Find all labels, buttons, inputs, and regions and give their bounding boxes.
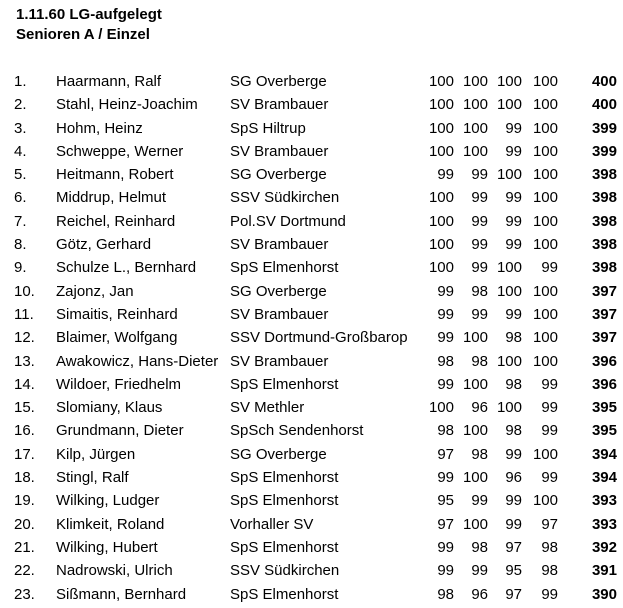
shooter-name: Haarmann, Ralf <box>56 73 162 90</box>
club-name: SpS Elmenhorst <box>230 259 339 277</box>
shooter-name: Nadrowski, Ulrich <box>56 562 173 580</box>
series-score-4: 100 <box>532 142 558 160</box>
series-score-4: 99 <box>541 375 558 393</box>
total-score: 392 <box>591 538 617 556</box>
shooter-name: Heitmann, Robert <box>56 166 174 184</box>
result-row <box>0 117 623 140</box>
series-score-2: 99 <box>471 236 488 254</box>
result-row <box>0 489 623 512</box>
total-score: 398 <box>591 166 617 184</box>
series-score-1: 100 <box>428 236 454 254</box>
series-score-2: 100 <box>462 96 488 114</box>
rank: 15. <box>14 399 35 417</box>
series-score-2: 96 <box>471 399 488 417</box>
series-score-3: 97 <box>505 585 522 603</box>
club-name: SV Brambauer <box>230 352 329 370</box>
series-score-1: 100 <box>428 212 454 230</box>
total-score: 398 <box>591 212 617 230</box>
result-row <box>0 303 623 326</box>
shooter-name: Stingl, Ralf <box>56 469 129 487</box>
series-score-1: 97 <box>437 445 454 463</box>
result-row <box>0 443 623 466</box>
rank: 11. <box>14 305 34 323</box>
shooter-name: Awakowicz, Hans-Dieter <box>56 352 219 370</box>
series-score-3: 99 <box>505 305 522 323</box>
total-score: 396 <box>591 375 617 393</box>
series-score-1: 100 <box>428 189 454 207</box>
club-name: SSV Südkirchen <box>230 189 340 207</box>
result-row <box>0 70 623 93</box>
result-row <box>0 256 623 279</box>
total-score: 394 <box>591 445 617 463</box>
club-name: SG Overberge <box>230 445 327 463</box>
series-score-3: 100 <box>496 73 522 90</box>
series-score-4: 100 <box>532 73 558 90</box>
shooter-name: Blaimer, Wolfgang <box>56 329 178 347</box>
result-row <box>0 233 623 256</box>
rank: 22. <box>14 562 35 580</box>
rank: 5. <box>14 166 27 184</box>
series-score-4: 100 <box>532 282 558 300</box>
club-name: SpS Elmenhorst <box>230 492 339 510</box>
series-score-3: 100 <box>496 282 522 300</box>
shooter-name: Zajonz, Jan <box>56 282 134 300</box>
rank: 12. <box>14 329 35 347</box>
series-score-2: 100 <box>462 73 488 90</box>
series-score-3: 99 <box>505 189 522 207</box>
club-name: SG Overberge <box>230 166 327 184</box>
rank: 10. <box>14 282 35 300</box>
series-score-4: 100 <box>532 492 558 510</box>
series-score-3: 100 <box>496 259 522 277</box>
series-score-2: 98 <box>471 282 488 300</box>
series-score-1: 95 <box>437 492 454 510</box>
series-score-4: 100 <box>532 236 558 254</box>
series-score-2: 100 <box>462 142 488 160</box>
series-score-1: 99 <box>437 282 454 300</box>
series-score-3: 99 <box>505 212 522 230</box>
shooter-name: Kilp, Jürgen <box>56 445 136 463</box>
series-score-1: 98 <box>437 352 454 370</box>
total-score: 395 <box>591 399 617 417</box>
shooter-name: Simaitis, Reinhard <box>56 305 178 323</box>
shooter-name: Middrup, Helmut <box>56 189 167 207</box>
club-name: Vorhaller SV <box>230 515 314 533</box>
total-score: 398 <box>591 189 617 207</box>
series-score-2: 98 <box>471 538 488 556</box>
total-score: 393 <box>591 492 617 510</box>
series-score-2: 99 <box>471 189 488 207</box>
series-score-1: 99 <box>437 469 454 487</box>
shooter-name: Hohm, Heinz <box>56 119 143 137</box>
total-score: 395 <box>591 422 617 440</box>
total-score: 400 <box>591 96 617 114</box>
series-score-1: 100 <box>428 73 454 90</box>
series-score-3: 99 <box>505 492 522 510</box>
club-name: SpS Elmenhorst <box>230 375 339 393</box>
series-score-4: 99 <box>541 585 558 603</box>
results-list <box>0 70 623 606</box>
result-row <box>0 163 623 186</box>
rank: 1. <box>14 73 27 90</box>
shooter-name: Wilking, Ludger <box>56 492 160 510</box>
total-score: 398 <box>591 236 617 254</box>
result-row <box>0 93 623 116</box>
club-name: Pol.SV Dortmund <box>230 212 346 230</box>
series-score-1: 99 <box>437 375 454 393</box>
series-score-2: 100 <box>462 375 488 393</box>
result-row <box>0 140 623 163</box>
series-score-3: 96 <box>505 469 522 487</box>
result-row <box>0 559 623 582</box>
series-score-1: 99 <box>437 166 454 184</box>
series-score-4: 100 <box>532 445 558 463</box>
rank: 16. <box>14 422 35 440</box>
total-score: 400 <box>591 73 617 90</box>
series-score-4: 100 <box>532 305 558 323</box>
series-score-4: 100 <box>532 329 558 347</box>
rank: 23. <box>14 585 35 603</box>
series-score-3: 100 <box>496 352 522 370</box>
series-score-3: 98 <box>505 422 522 440</box>
series-score-4: 100 <box>532 189 558 207</box>
series-score-2: 100 <box>462 515 488 533</box>
shooter-name: Sißmann, Bernhard <box>56 585 187 603</box>
series-score-4: 98 <box>541 562 558 580</box>
club-name: SpS Elmenhorst <box>230 538 339 556</box>
series-score-2: 98 <box>471 352 488 370</box>
shooter-name: Schweppe, Werner <box>56 142 184 160</box>
result-row <box>0 536 623 559</box>
total-score: 398 <box>591 259 617 277</box>
club-name: SV Methler <box>230 399 305 417</box>
result-row <box>0 513 623 536</box>
series-score-4: 100 <box>532 96 558 114</box>
total-score: 396 <box>591 352 617 370</box>
series-score-3: 100 <box>496 399 522 417</box>
series-score-3: 99 <box>505 515 522 533</box>
series-score-3: 98 <box>505 375 522 393</box>
series-score-3: 99 <box>505 119 522 137</box>
club-name: SV Brambauer <box>230 96 329 114</box>
series-score-1: 100 <box>428 259 454 277</box>
rank: 14. <box>14 375 35 393</box>
series-score-4: 99 <box>541 259 558 277</box>
club-name: SpS Elmenhorst <box>230 469 339 487</box>
rank: 21. <box>14 538 35 556</box>
series-score-2: 99 <box>471 166 488 184</box>
series-score-2: 99 <box>471 492 488 510</box>
shooter-name: Wilking, Hubert <box>56 538 158 556</box>
shooter-name: Slomiany, Klaus <box>56 399 163 417</box>
total-score: 397 <box>591 282 617 300</box>
series-score-4: 100 <box>532 166 558 184</box>
event-title: 1.11.60 LG-aufgelegt <box>16 6 162 23</box>
series-score-1: 100 <box>428 142 454 160</box>
result-row <box>0 466 623 489</box>
shooter-name: Reichel, Reinhard <box>56 212 176 230</box>
series-score-2: 99 <box>471 212 488 230</box>
series-score-1: 98 <box>437 422 454 440</box>
series-score-2: 100 <box>462 422 488 440</box>
series-score-3: 99 <box>505 142 522 160</box>
series-score-4: 100 <box>532 119 558 137</box>
series-score-3: 95 <box>505 562 522 580</box>
club-name: SV Brambauer <box>230 236 329 254</box>
series-score-1: 100 <box>428 399 454 417</box>
club-name: SG Overberge <box>230 282 327 300</box>
result-row <box>0 326 623 349</box>
result-row <box>0 419 623 442</box>
series-score-2: 99 <box>471 259 488 277</box>
club-name: SpSch Sendenhorst <box>230 422 364 440</box>
total-score: 394 <box>591 469 617 487</box>
rank: 17. <box>14 445 35 463</box>
series-score-3: 99 <box>505 236 522 254</box>
series-score-4: 100 <box>532 212 558 230</box>
shooter-name: Grundmann, Dieter <box>56 422 184 440</box>
total-score: 390 <box>591 585 617 603</box>
series-score-2: 99 <box>471 305 488 323</box>
series-score-2: 99 <box>471 562 488 580</box>
result-row <box>0 373 623 396</box>
result-row <box>0 396 623 419</box>
club-name: SV Brambauer <box>230 305 329 323</box>
club-name: SSV Dortmund-Großbarop <box>230 329 408 347</box>
rank: 20. <box>14 515 35 533</box>
series-score-2: 98 <box>471 445 488 463</box>
series-score-4: 99 <box>541 469 558 487</box>
shooter-name: Klimkeit, Roland <box>56 515 165 533</box>
series-score-4: 98 <box>541 538 558 556</box>
series-score-2: 100 <box>462 469 488 487</box>
series-score-2: 100 <box>462 119 488 137</box>
club-name: SG Overberge <box>230 73 327 90</box>
series-score-3: 99 <box>505 445 522 463</box>
result-row <box>0 210 623 233</box>
club-name: SV Brambauer <box>230 142 329 160</box>
series-score-4: 99 <box>541 399 558 417</box>
club-name: SpS Hiltrup <box>230 119 306 137</box>
total-score: 391 <box>591 562 617 580</box>
shooter-name: Götz, Gerhard <box>56 236 152 254</box>
class-subtitle: Senioren A / Einzel <box>16 26 150 43</box>
result-row <box>0 350 623 373</box>
result-row <box>0 186 623 209</box>
rank: 4. <box>14 142 27 160</box>
rank: 19. <box>14 492 35 510</box>
rank: 18. <box>14 469 35 487</box>
rank: 13. <box>14 352 35 370</box>
series-score-1: 100 <box>428 96 454 114</box>
series-score-4: 100 <box>532 352 558 370</box>
total-score: 399 <box>591 142 617 160</box>
shooter-name: Wildoer, Friedhelm <box>56 375 182 393</box>
series-score-1: 98 <box>437 585 454 603</box>
series-score-1: 99 <box>437 562 454 580</box>
series-score-2: 96 <box>471 585 488 603</box>
rank: 9. <box>14 259 27 277</box>
series-score-4: 97 <box>541 515 558 533</box>
series-score-3: 100 <box>496 166 522 184</box>
rank: 2. <box>14 96 27 114</box>
total-score: 397 <box>591 329 617 347</box>
series-score-2: 100 <box>462 329 488 347</box>
series-score-1: 97 <box>437 515 454 533</box>
series-score-1: 99 <box>437 538 454 556</box>
rank: 6. <box>14 189 27 207</box>
result-row <box>0 583 623 606</box>
result-row <box>0 280 623 303</box>
total-score: 397 <box>591 305 617 323</box>
series-score-3: 98 <box>505 329 522 347</box>
rank: 3. <box>14 119 27 137</box>
club-name: SSV Südkirchen <box>230 562 340 580</box>
total-score: 393 <box>591 515 617 533</box>
total-score: 399 <box>591 119 617 137</box>
rank: 7. <box>14 212 27 230</box>
series-score-1: 100 <box>428 119 454 137</box>
series-score-1: 99 <box>437 305 454 323</box>
series-score-1: 99 <box>437 329 454 347</box>
shooter-name: Stahl, Heinz-Joachim <box>56 96 198 114</box>
rank: 8. <box>14 236 27 254</box>
series-score-3: 97 <box>505 538 522 556</box>
series-score-4: 99 <box>541 422 558 440</box>
series-score-3: 100 <box>496 96 522 114</box>
shooter-name: Schulze L., Bernhard <box>56 259 197 277</box>
club-name: SpS Elmenhorst <box>230 585 339 603</box>
